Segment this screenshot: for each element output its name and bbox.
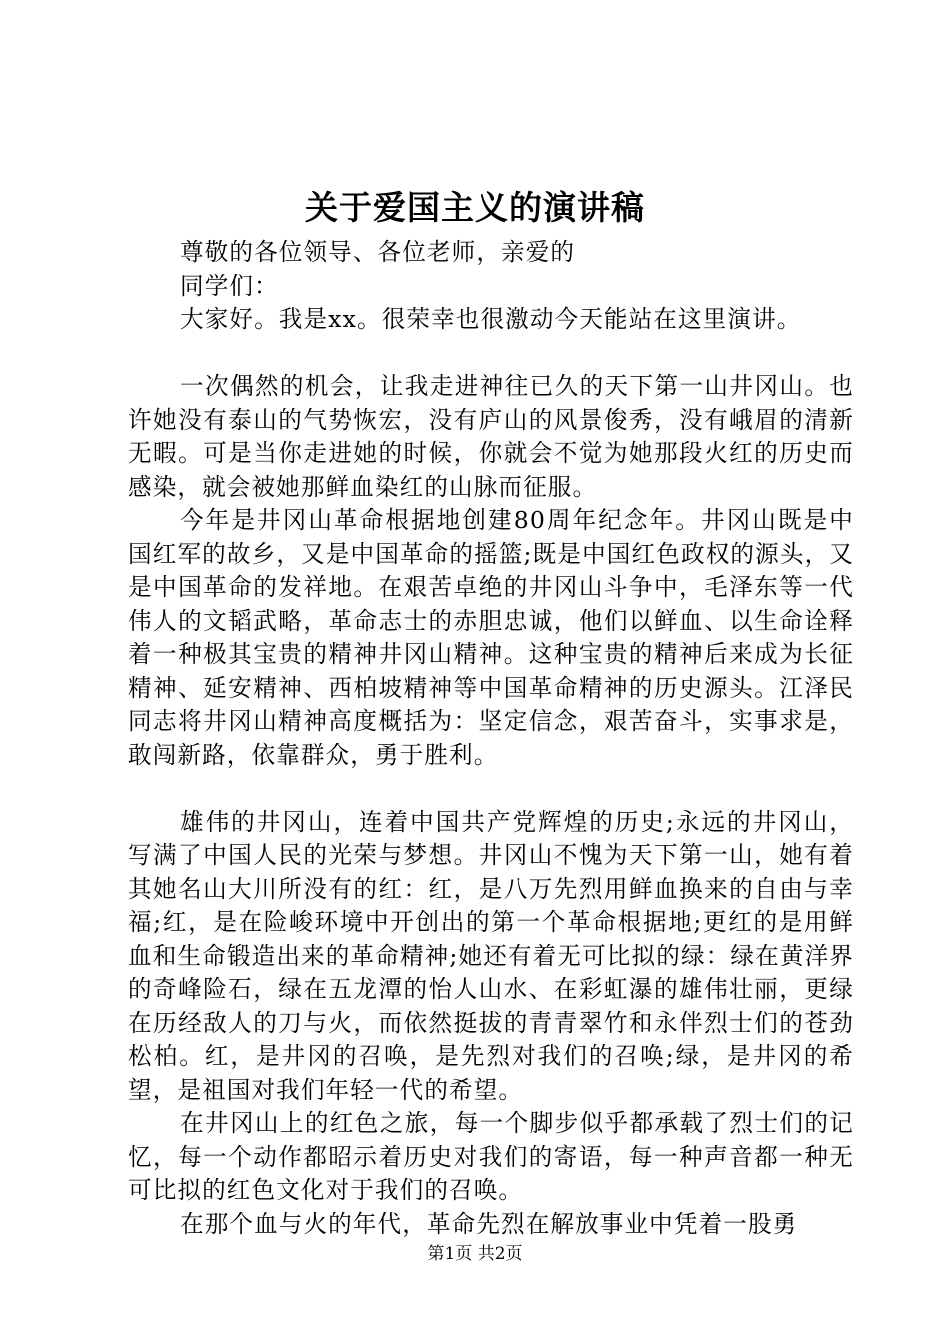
document-body (128, 236, 854, 1241)
paragraph-greeting-continued: 同学们： (180, 271, 279, 300)
paragraph-4: 在井冈山上的红色之旅，每一个脚步似乎都承载了烈士们的记忆，每一个动作都昭示着历史对我们的寄语，每一种声音都一种无可比拟的红色文化对于我们的召唤。 (128, 1109, 854, 1204)
paragraph-3: 雄伟的井冈山，连着中国共产党辉煌的历史;永远的井冈山，写满了中国人民的光荣与梦想。井冈山不愧为天下第一山，她有着其她名山大川所没有的红：红，是八万先烈用鲜血换来的自由与幸福;红，是在险峻环境中开创出的第一个革命根据地;更红的是用鲜血和生命锻造出来的革命精神;她还有着无可比拟的绿：绿在黄洋界的奇峰险石，绿在五龙潭的怡人山水、在彩虹瀑的雄伟壮丽，更绿在历经敌人的刀与火，而依然挺拔的青青翠竹和永伴烈士们的苍劲松柏。红，是井冈的召唤，是先烈对我们的召唤;绿，是井冈的希望，是祖国对我们年轻一代的希望。 (128, 807, 854, 1104)
page-number-footer: 第1页 共2页 (427, 1244, 523, 1264)
document-title: 关于爱国主义的演讲稿 (305, 188, 645, 227)
paragraph-1: 一次偶然的机会，让我走进神往已久的天下第一山井冈山。也许她没有泰山的气势恢宏，没有庐山的风景俊秀，没有峨眉的清新无暇。可是当你走进她的时候，你就会不觉为她那段火红的历史而感染，就会被她那鲜血染红的山脉而征服。 (128, 372, 854, 501)
paragraph-2: 今年是井冈山革命根据地创建80周年纪念年。井冈山既是中国红军的故乡，又是中国革命的摇篮;既是中国红色政权的源头，又是中国革命的发祥地。在艰苦卓绝的井冈山斗争中，毛泽东等一代伟人的文韬武略，革命志士的赤胆忠诚，他们以鲜血、以生命诠释着一种极其宝贵的精神井冈山精神。这种宝贵的精神后来成为长征精神、延安精神、西柏坡精神等中国革命精神的历史源头。江泽民同志将井冈山精神高度概括为：坚定信念，艰苦奋斗，实事求是，敢闯新路，依靠群众，勇于胜利。 (128, 506, 854, 769)
paragraph-5: 在那个血与火的年代，革命先烈在解放事业中凭着一股勇 (180, 1209, 798, 1238)
paragraph-introduction: 大家好。我是xx。很荣幸也很激动今天能站在这里演讲。 (180, 305, 802, 333)
paragraph-greeting: 尊敬的各位领导、各位老师，亲爱的 (180, 238, 576, 266)
